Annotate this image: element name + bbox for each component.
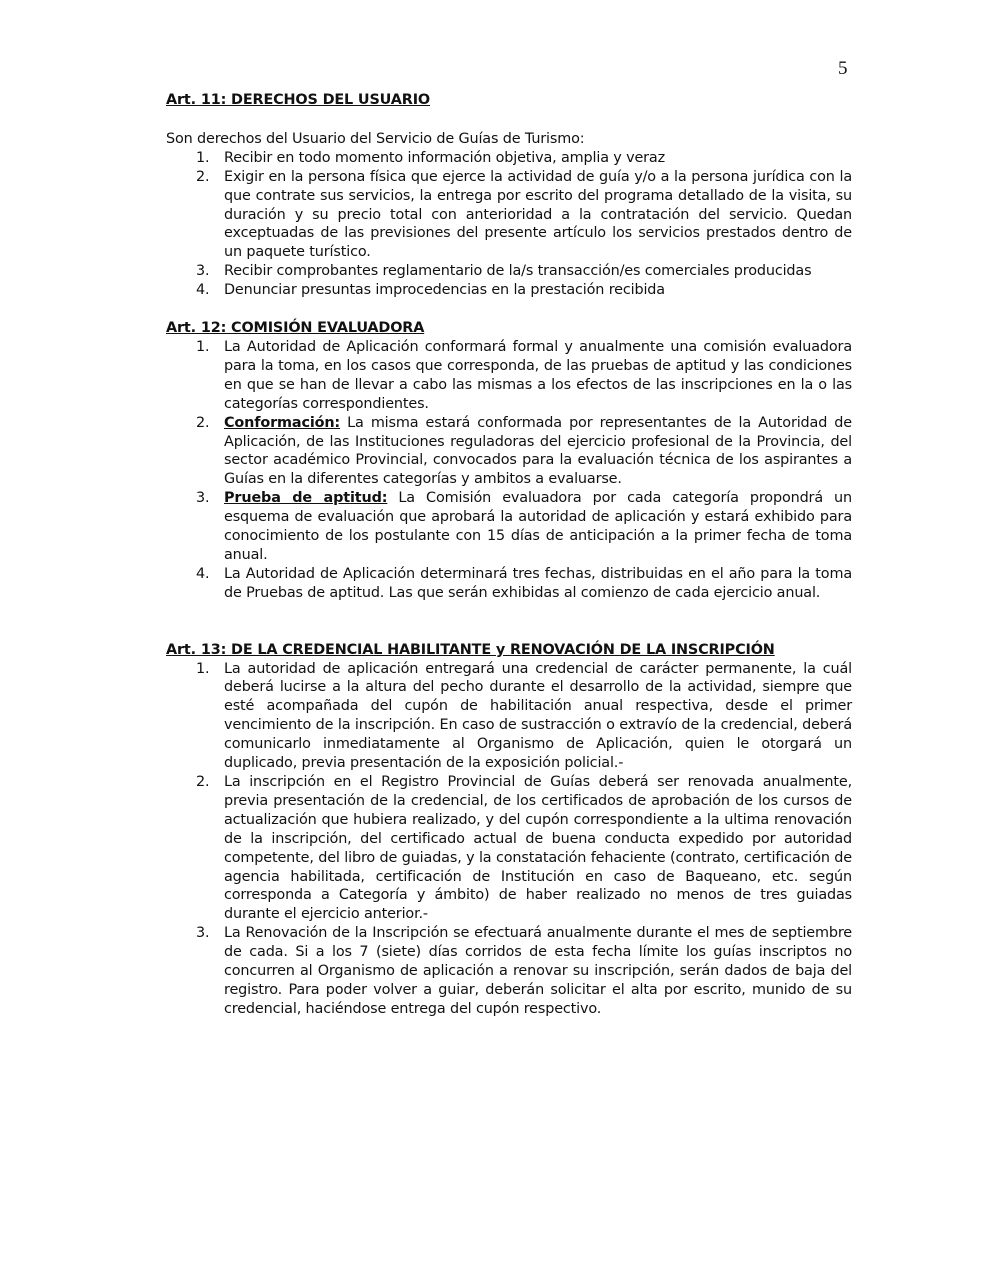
article-heading: Art. 12: COMISIÓN EVALUADORA (166, 320, 425, 337)
item-number: 3. (196, 925, 210, 942)
item-text: Exigir en la persona física que ejerce la actividad de guía y/o a la persona jurídica con la que contrate sus servicios, la entrega por escrito del programa detallado de la visita, su duración y su precio total con anterioridad a la contratación del servicio. Quedan exceptuadas de las previsiones del presente artículo los servicios prestados dentro de un paquete turístico. (224, 168, 852, 261)
item-text: La Comisión evaluadora por cada categoría propondrá un esquema de evaluación que aprobará la autoridad de aplicación y estará exhibido para conocimiento de los postulante con 15 días de anticipación a la primer fecha de toma anual. (224, 490, 853, 563)
list-item (166, 338, 852, 414)
item-text: Denunciar presuntas improcedencias en la prestación recibida (224, 282, 665, 299)
list-item (166, 281, 852, 300)
list-item (166, 168, 852, 263)
item-number: 3. (196, 490, 210, 507)
list-item (166, 262, 852, 281)
article-heading: Art. 11: DERECHOS DEL USUARIO (166, 92, 430, 108)
item-number: 4. (196, 282, 210, 299)
list-item (166, 489, 852, 565)
item-number: 1. (196, 660, 210, 677)
list-item (166, 149, 852, 168)
article-11 (166, 91, 852, 300)
item-text: La Autoridad de Aplicación determinará tres fechas, distribuidas en el año para la toma de Pruebas de aptitud. Las que serán exhibidas al comienzo de cada ejercicio anual. (224, 565, 852, 601)
item-text: La autoridad de aplicación entregará una credencial de carácter permanente, la cuál deberá lucirse a la altura del pecho durante el desarrollo de la actividad, siempre que esté acompañada del cupón de habilitación anual respectiva, desde el primer vencimiento de la inscripción. En caso de sustracción o extravío de la credencial, deberá comunicarlo inmediatamente al Organismo de Aplicación, quien le otorgará un duplicado, previa presentación de la exposición policial.- (224, 660, 852, 772)
article-item-list (166, 149, 852, 300)
article-item-list (166, 338, 852, 603)
list-item (166, 924, 852, 1019)
list-item (166, 773, 852, 924)
item-text: La Autoridad de Aplicación conformará formal y anualmente una comisión evaluadora para la toma, en los casos que corresponda, de las pruebas de aptitud y las condiciones en que se han de llevar a cabo las mismas a los efectos de las inscripciones en la o las categorías correspondientes. (224, 338, 852, 412)
item-text: La inscripción en el Registro Provincial de Guías deberá ser renovada anualmente, previa presentación de la credencial, de los certificados de aprobación de los cursos de actualización que hubiera realizado, y del cupón correspondiente a la ultima renovación de la inscripción, del certificado actual de buena conducta expedido por autoridad competente, del libro de guiadas, y la constatación fehaciente (contrato, certificación de agencia habilitada, certificación de Institución en caso de Baqueano, etc. según corresponda a Categoría y ámbito) de haber realizado no menos de tres guiadas durante el ejercicio anterior.- (224, 774, 852, 923)
item-text: Recibir en todo momento información objetiva, amplia y veraz (224, 149, 666, 166)
article-13 (166, 641, 852, 1019)
article-intro: Son derechos del Usuario del Servicio de Guías de Turismo: (166, 130, 585, 147)
item-lead-term: Prueba de aptitud: (224, 490, 388, 507)
list-item (166, 660, 852, 773)
item-number: 2. (196, 774, 210, 790)
item-number: 1. (196, 338, 210, 355)
item-number: 2. (196, 414, 210, 431)
list-item (166, 565, 852, 603)
item-number: 2. (196, 168, 210, 185)
item-number: 1. (196, 149, 210, 166)
list-item (166, 414, 852, 490)
item-text: La Renovación de la Inscripción se efectuará anualmente durante el mes de septiembre de cada. Si a los 7 (siete) días corridos de esta fecha límite los guías inscriptos no concurren al Organismo de aplicación a renovar su inscripción, serán dados de baja del registro. Para poder volver a guiar, deberán solicitar el alta por escrito, munido de su credencial, haciéndose entrega del cupón respectivo. (224, 925, 852, 1017)
item-number: 4. (196, 565, 210, 582)
item-text: Recibir comprobantes reglamentario de la/s transacción/es comerciales producidas (224, 263, 812, 280)
item-lead-term: Conformación: (224, 414, 341, 431)
item-number: 3. (196, 263, 210, 280)
page-number: 5 (838, 58, 848, 79)
article-item-list (166, 660, 852, 1019)
article-heading: Art. 13: DE LA CREDENCIAL HABILITANTE y RENOVACIÓN DE LA INSCRIPCIÓN (166, 641, 775, 658)
document-body (166, 91, 852, 1019)
article-12 (166, 319, 852, 603)
item-text: La misma estará conformada por representantes de la Autoridad de Aplicación, de las Instituciones reguladoras del ejercicio profesional de la Provincia, del sector académico Provincial, convocados para la evaluación técnica de los aspirantes a Guías en la diferentes categorías y ambitos a evaluarse. (224, 414, 852, 488)
